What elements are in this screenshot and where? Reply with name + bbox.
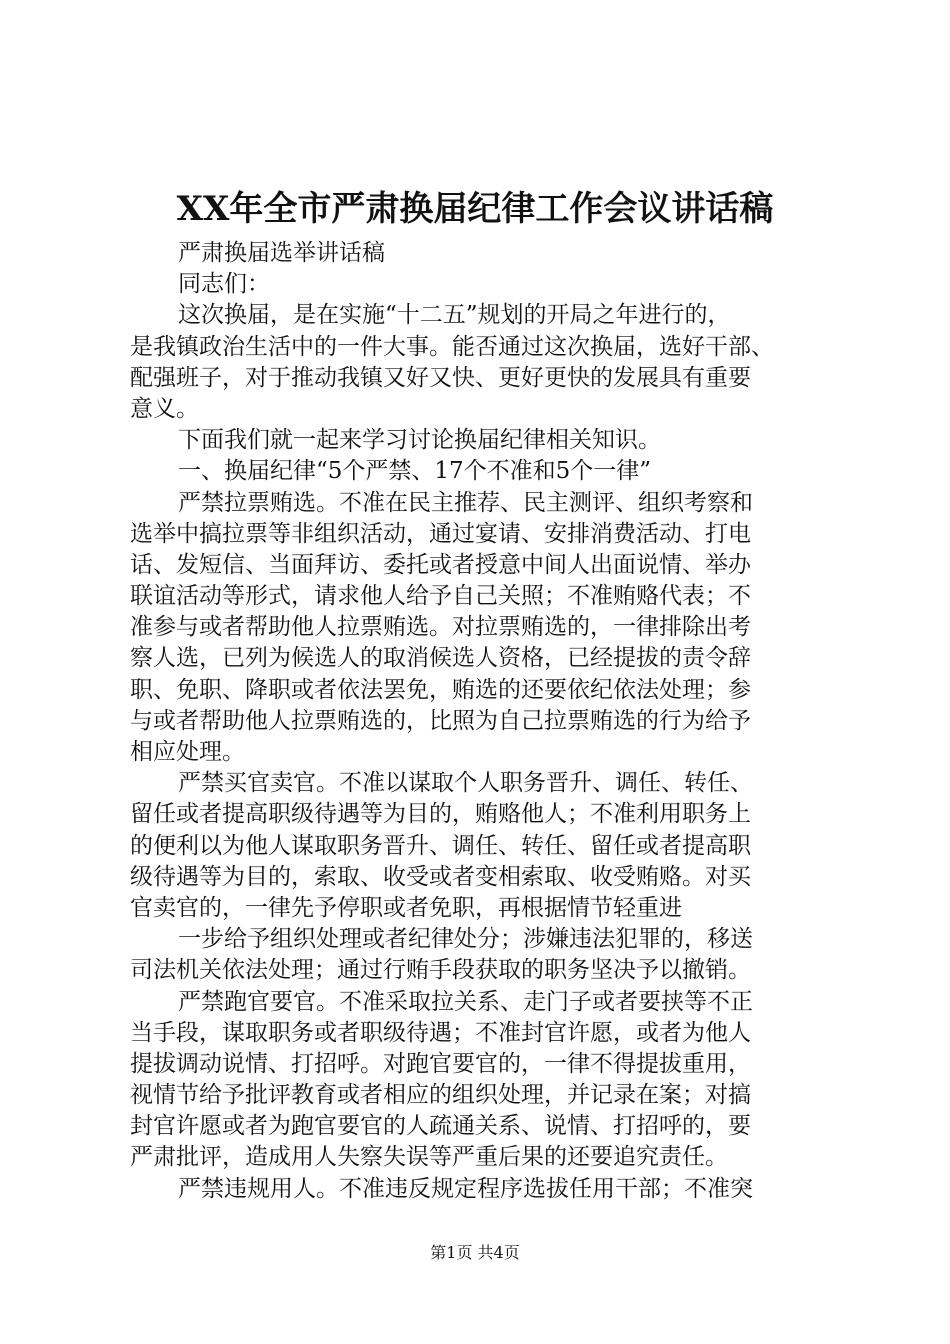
- text-line: 准参与或者帮助他人拉票贿选。对拉票贿选的，一律排除出考: [130, 614, 751, 641]
- text-line: 是我镇政治生活中的一件大事。能否通过这次换届，选好干部、: [130, 333, 774, 360]
- text-line: 司法机关依法处理；通过行贿手段获取的职务坚决予以撤销。: [130, 957, 751, 984]
- text-line: 官卖官的，一律先予停职或者免职，再根据情节轻重进: [130, 894, 682, 921]
- text-line: 相应处理。: [130, 739, 245, 765]
- text-line: 配强班子，对于推动我镇又好又快、更好更快的发展具有重要: [130, 364, 751, 391]
- text-line: 一、换届纪律“5个严禁、17个不准和5个一律”: [178, 458, 652, 485]
- text-line: 与或者帮助他人拉票贿选的，比照为自己拉票贿选的行为给予: [130, 707, 751, 734]
- text-line: 提拔调动说情、打招呼。对跑官要官的，一律不得提拔重用，: [130, 1050, 751, 1077]
- document-title: XX年全市严肃换届纪律工作会议讲话稿: [176, 189, 774, 229]
- text-line: 封官许愿或者为跑官要官的人疏通关系、说情、打招呼的，要: [130, 1113, 751, 1140]
- text-line: 察人选，已列为候选人的取消候选人资格，已经提拔的责令辞: [130, 645, 751, 672]
- text-line: 留任或者提高职级待遇等为目的，贿赂他人；不准利用职务上: [130, 801, 751, 828]
- text-line: 严禁跑官要官。不准采取拉关系、走门子或者要挟等不正: [178, 988, 753, 1015]
- text-line: 的便利以为他人谋取职务晋升、调任、转任、留任或者提高职: [130, 832, 751, 859]
- text-line: 一步给予组织处理或者纪律处分；涉嫌违法犯罪的，移送: [178, 926, 753, 953]
- text-line: 同志们：: [178, 271, 270, 298]
- text-line: 严肃批评，造成用人失察失误等严重后果的还要追究责任。: [130, 1144, 728, 1171]
- text-line: 联谊活动等形式，请求他人给予自己关照；不准贿赂代表；不: [130, 583, 751, 610]
- text-line: 话、发短信、当面拜访、委托或者授意中间人出面说情、举办: [130, 551, 751, 578]
- text-line: 视情节给予批评教育或者相应的组织处理，并记录在案；对搞: [130, 1082, 751, 1109]
- text-line: 职、免职、降职或者依法罢免，贿选的还要依纪依法处理；参: [130, 676, 751, 703]
- text-line: 意义。: [130, 395, 199, 422]
- text-line: 选举中搞拉票等非组织活动，通过宴请、安排消费活动、打电: [130, 520, 751, 547]
- text-line: 这次换届，是在实施“十二五”规划的开局之年进行的，: [178, 302, 731, 329]
- text-line: 级待遇等为目的，索取、收受或者变相索取、收受贿赂。对买: [130, 863, 751, 890]
- document-body: [130, 238, 825, 1205]
- text-line: 严禁拉票贿选。不准在民主推荐、民主测评、组织考察和: [178, 489, 753, 516]
- text-line: 当手段，谋取职务或者职级待遇；不准封官许愿，或者为他人: [130, 1019, 751, 1046]
- text-line: 严禁买官卖官。不准以谋取个人职务晋升、调任、转任、: [178, 770, 753, 797]
- text-line: 严禁违规用人。不准违反规定程序选拔任用干部；不准突: [178, 1175, 753, 1202]
- text-line: 下面我们就一起来学习讨论换届纪律相关知识。: [178, 427, 661, 454]
- page-number: 第1页 共4页: [430, 1243, 520, 1262]
- text-line: 严肃换届选举讲话稿: [178, 240, 385, 266]
